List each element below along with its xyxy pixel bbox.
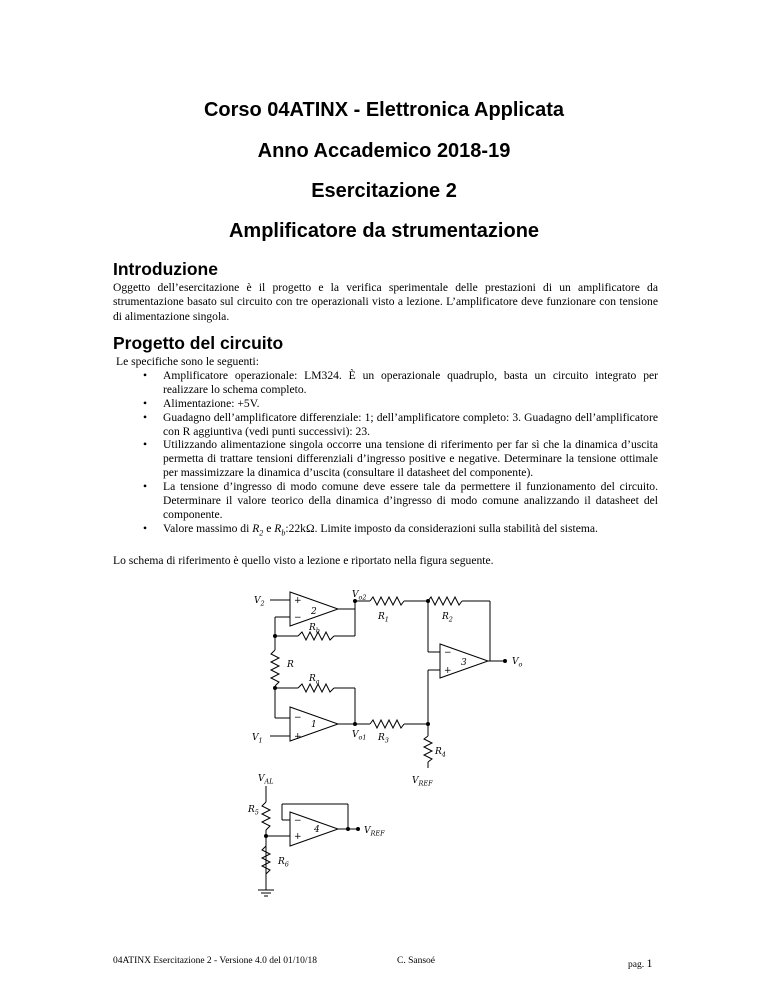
label-v2: $V_2$	[254, 596, 265, 608]
bullet-icon: •	[143, 368, 148, 382]
instrumentation-amplifier-schematic	[240, 576, 540, 902]
design-heading: Progetto del circuito	[113, 333, 284, 353]
label-op3: 3	[461, 658, 467, 668]
resistor-r	[271, 650, 279, 686]
label-r3: $R_3$	[378, 733, 389, 745]
bullet-icon: •	[143, 521, 148, 535]
list-item: • Guadagno dell’amplificatore differenziale: 1; dell’amplificatore completo: 3. Guadagno dell’amplificatore con R aggiuntiva (vedi punti successivi): 23.	[143, 410, 658, 438]
label-r5: $R_5$	[248, 805, 259, 817]
label-plus: +	[444, 666, 452, 676]
intro-paragraph: Oggetto dell’esercitazione è il progetto e la verifica sperimentale delle prestazioni di un amplificatore da strumentazione basato sul circuito con tre operazionali visto a lezione. L’amplificatore deve funzionare con tensione di alimentazione singola.	[113, 281, 658, 323]
label-r6: $R_6$	[278, 857, 289, 869]
node-dot	[426, 599, 430, 603]
list-item: • Alimentazione: +5V.	[143, 396, 260, 410]
bullet-icon: •	[143, 396, 148, 410]
footer-left: 04ATINX Esercitazione 2 - Versione 4.0 del 01/10/18	[113, 956, 318, 966]
label-r2: $R_2$	[442, 612, 453, 624]
academic-year: Anno Accademico 2018-19	[257, 140, 511, 162]
list-item: • Valore massimo di $R_2$ e $R_b:22k\Omega$. Limite imposto da considerazioni sulla stabilità del sistema.	[143, 521, 598, 538]
ground-icon	[258, 890, 274, 896]
label-op1: 1	[311, 720, 317, 730]
node-dot	[426, 722, 430, 726]
label-vref-out: $V_{REF}$	[364, 826, 385, 838]
label-vo1: $V_{o1}$	[352, 730, 367, 742]
label-plus: +	[294, 832, 302, 842]
label-minus: −	[294, 816, 302, 826]
resistor-r2	[428, 597, 462, 605]
list-item: • Utilizzando alimentazione singola occorre una tensione di riferimento per far sì che la dinamica d’uscita permetta di trattare tensioni differenziali d’ingresso positive e negative. Determinare la tensione ottimale per massimizzare la dinamica d’uscita (consultare il datasheet del componente).	[143, 438, 658, 480]
resistor-r5	[262, 802, 270, 830]
exercise-subject: Amplificatore da strumentazione	[228, 220, 540, 242]
footer-author: C. Sansoé	[397, 956, 435, 966]
exercise-number: Esercitazione 2	[311, 180, 457, 202]
label-minus: −	[444, 648, 452, 658]
node-dot	[503, 659, 507, 663]
figure-caption: Lo schema di riferimento è quello visto a lezione e riportato nella figura seguente.	[113, 554, 494, 567]
resistor-r4	[424, 736, 432, 762]
node-dot	[346, 827, 350, 831]
page-number: pag. 1	[628, 956, 653, 970]
label-val: $V_{AL}$	[258, 774, 274, 786]
label-plus: +	[294, 732, 302, 742]
resistor-r1	[370, 597, 404, 605]
label-ra: $R_a$	[309, 674, 320, 686]
bullet-icon: •	[143, 410, 148, 424]
label-rb: $R_b$	[309, 623, 320, 635]
spec-list	[113, 355, 658, 540]
node-dot	[353, 722, 357, 726]
label-op4: 4	[314, 825, 320, 835]
bullet-icon: •	[143, 438, 148, 452]
label-minus: −	[294, 613, 302, 623]
label-r4: $R_4$	[435, 747, 446, 759]
intro-heading: Introduzione	[113, 259, 218, 279]
course-title: Corso 04ATINX - Elettronica Applicata	[203, 99, 565, 121]
label-vo: $V_o$	[512, 657, 523, 669]
label-plus: +	[294, 596, 302, 606]
list-item: • La tensione d’ingresso di modo comune deve essere tale da permettere il funzionamento del circuito. Determinare il valore teorico della dinamica d’ingresso di modo comune analizzando il datasheet del componente.	[143, 480, 658, 521]
label-minus: −	[294, 713, 302, 723]
label-r1: $R_1$	[378, 612, 389, 624]
label-r: R	[287, 660, 294, 670]
label-vo2: $V_{o2}$	[352, 590, 367, 602]
node-dot	[273, 634, 277, 638]
label-op2: 2	[311, 607, 317, 617]
label-v1: $V_1$	[252, 733, 263, 745]
list-item: • Amplificatore operazionale: LM324. È un operazionale quadruplo, basta un circuito integrato per realizzare lo schema completo.	[143, 368, 658, 396]
node-dot	[356, 827, 360, 831]
spec-intro: Le specifiche sono le seguenti:	[116, 355, 259, 368]
node-dot	[273, 686, 277, 690]
label-vref: $V_{REF}$	[412, 776, 433, 788]
node-dot	[264, 834, 268, 838]
resistor-r3	[370, 720, 404, 728]
bullet-icon: •	[143, 480, 148, 494]
